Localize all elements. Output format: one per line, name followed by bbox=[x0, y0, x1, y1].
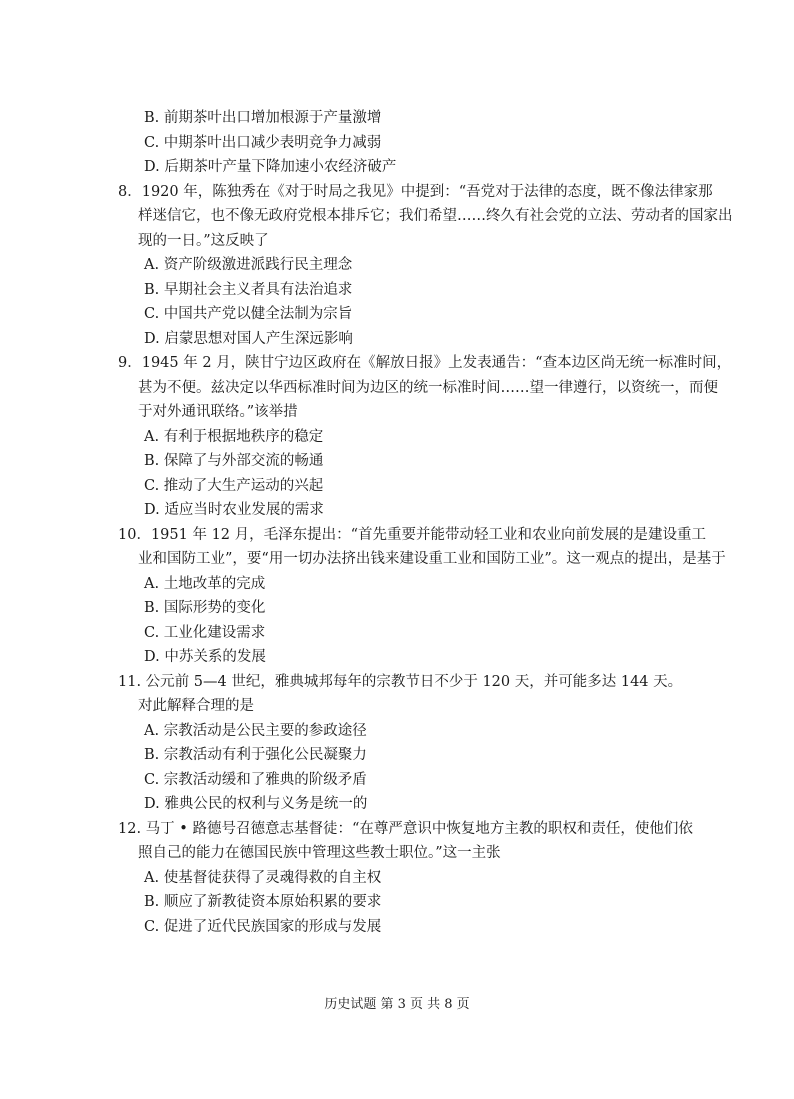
q10-stem-line: 10．1951 年 12 月，毛泽东提出：“首先重要并能带动轻工业和农业向前发展的是建设重工 bbox=[118, 526, 707, 543]
q12-option-c[interactable]: C. 促进了近代民族国家的形成与发展 bbox=[144, 918, 382, 935]
question-content bbox=[118, 106, 758, 939]
q11-stem-line: 11. 公元前 5—4 世纪，雅典城邦每年的宗教节日不少于 120 天，并可能多达 144 天。 bbox=[118, 673, 683, 690]
q7-option-c[interactable]: C. 中期茶叶出口减少表明竞争力减弱 bbox=[144, 134, 382, 151]
q9-option-d[interactable]: D. 适应当时农业发展的需求 bbox=[144, 502, 324, 518]
question-12 bbox=[118, 817, 758, 940]
q9-option-b[interactable]: B. 保障了与外部交流的畅通 bbox=[144, 453, 324, 469]
q8-option-b[interactable]: B. 早期社会主义者具有法治追求 bbox=[144, 281, 353, 298]
q11-stem-line: 对此解释合理的是 bbox=[138, 698, 254, 714]
q10-option-a[interactable]: A. 土地改革的完成 bbox=[144, 575, 266, 592]
q9-option-c[interactable]: C. 推动了大生产运动的兴起 bbox=[144, 477, 324, 494]
q10-stem-line: 业和国防工业”，要“用一切办法挤出钱来建设重工业和国防工业”。这一观点的提出，是基于 bbox=[138, 551, 726, 567]
q11-option-d[interactable]: D. 雅典公民的权利与义务是统一的 bbox=[144, 796, 368, 812]
question-9 bbox=[118, 351, 758, 523]
q12-stem-line: 12. 马丁 • 路德号召德意志基督徒：“在尊严意识中恢复地方主教的职权和责任，使他们依 bbox=[118, 820, 693, 837]
q7-option-d[interactable]: D. 后期茶叶产量下降加速小农经济破产 bbox=[144, 159, 397, 175]
q11-option-a[interactable]: A. 宗教活动是公民主要的参政途径 bbox=[144, 722, 367, 739]
q9-stem-line: 甚为不便。兹决定以华西标准时间为边区的统一标准时间……望一律遵行，以资统一，而便 bbox=[138, 379, 718, 396]
q9-option-a[interactable]: A. 有利于根据地秩序的稳定 bbox=[144, 428, 324, 445]
q7-options bbox=[118, 106, 758, 180]
question-11 bbox=[118, 670, 758, 817]
q9-stem-line: 9．1945 年 2 月，陕甘宁边区政府在《解放日报》上发表通告：“查本边区尚无统一标准时间， bbox=[118, 355, 732, 371]
q11-option-b[interactable]: B. 宗教活动有利于强化公民凝聚力 bbox=[144, 747, 367, 763]
q7-option-b[interactable]: B. 前期茶叶出口增加根源于产量激增 bbox=[144, 110, 382, 126]
q8-stem-line: 8．1920 年，陈独秀在《对于时局之我见》中提到：“吾党对于法律的态度，既不像法律家那 bbox=[118, 183, 713, 200]
q8-option-a[interactable]: A. 资产阶级激进派践行民主理念 bbox=[144, 257, 353, 273]
q11-option-c[interactable]: C. 宗教活动缓和了雅典的阶级矛盾 bbox=[144, 771, 367, 788]
q8-option-c[interactable]: C. 中国共产党以健全法制为宗旨 bbox=[144, 306, 353, 322]
q12-option-a[interactable]: A. 使基督徒获得了灵魂得救的自主权 bbox=[144, 869, 382, 886]
q10-option-d[interactable]: D. 中苏关系的发展 bbox=[144, 649, 266, 665]
page-footer: 历史试题 第 3 页 共 8 页 bbox=[324, 997, 470, 1012]
q8-stem-line: 现的一日。”这反映了 bbox=[138, 232, 269, 249]
q8-option-d[interactable]: D. 启蒙思想对国人产生深远影响 bbox=[144, 330, 353, 347]
q12-stem-line: 照自己的能力在德国民族中管理这些教士职位。”这一主张 bbox=[138, 845, 501, 861]
question-8 bbox=[118, 180, 758, 352]
q9-stem-line: 于对外通讯联络。”该举措 bbox=[138, 404, 298, 420]
question-10 bbox=[118, 523, 758, 670]
q10-option-c[interactable]: C. 工业化建设需求 bbox=[144, 624, 266, 641]
q12-option-b[interactable]: B. 顺应了新教徒资本原始积累的要求 bbox=[144, 894, 382, 910]
q10-option-b[interactable]: B. 国际形势的变化 bbox=[144, 600, 266, 616]
q8-stem-line: 样迷信它，也不像无政府党根本排斥它；我们希望……终久有社会党的立法、劳动者的国家出 bbox=[138, 208, 733, 224]
